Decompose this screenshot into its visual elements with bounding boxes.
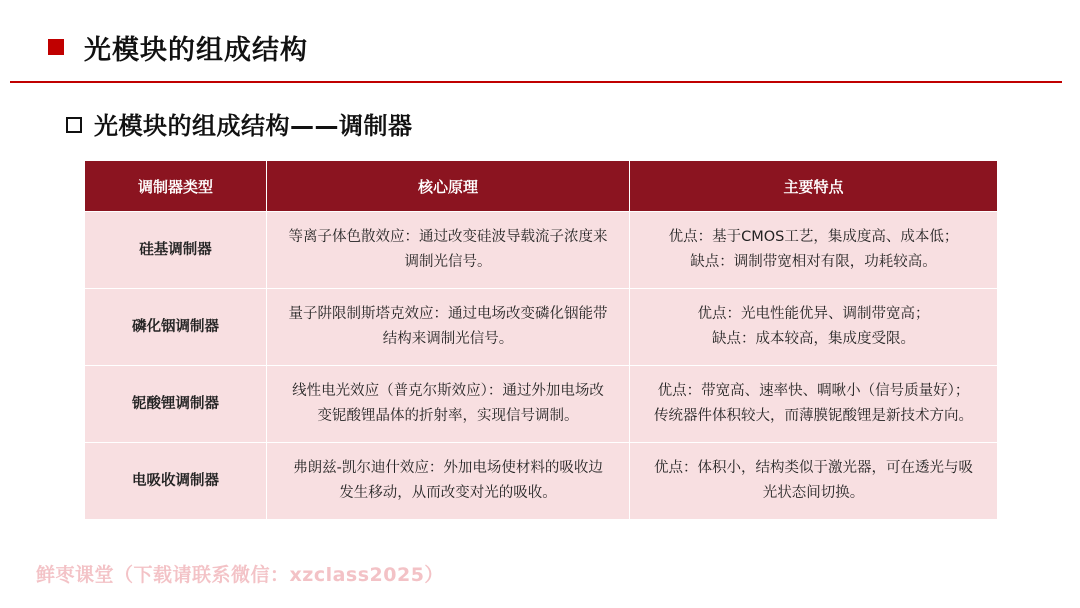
principle-cell [267,366,630,443]
modulator-table [84,160,998,520]
feature-cell [630,443,998,520]
principle-line: 结构来调制光信号。 [382,331,514,347]
title-marker [48,39,64,55]
principle-line: 量子阱限制斯塔克效应：通过电场改变磷化铟能带 [288,306,608,322]
principle-line: 调制光信号。 [404,254,492,270]
feature-line: 优点：光电性能优异、调制带宽高； [697,306,930,322]
feature-line: 缺点：调制带宽相对有限，功耗较高。 [690,254,937,270]
feature-line: 优点：基于CMOS工艺，集成度高、成本低； [668,229,959,245]
title-divider [10,81,1062,83]
table-row [85,366,998,443]
type-cell: 磷化铟调制器 [85,289,267,366]
table-header-row [85,161,998,212]
feature-cell [630,289,998,366]
subtitle-bullet [66,117,82,133]
type-cell: 硅基调制器 [85,212,267,289]
principle-cell [267,443,630,520]
principle-line: 线性电光效应（普克尔斯效应）：通过外加电场改 [292,383,604,399]
feature-line: 优点：体积小，结构类似于激光器，可在透光与吸 [654,460,973,476]
feature-line: 光状态间切换。 [762,485,865,501]
principle-line: 等离子体色散效应：通过改变硅波导载流子浓度来 [288,229,608,245]
feature-line: 传统器件体积较大，而薄膜铌酸锂是新技术方向。 [654,408,973,424]
table-row [85,289,998,366]
feature-line: 优点：带宽高、速率快、啁啾小（信号质量好）； [657,383,970,399]
principle-line: 发生移动，从而改变对光的吸收。 [339,485,557,501]
table-row [85,212,998,289]
principle-line: 弗朗兹-凯尔迪什效应：外加电场使材料的吸收边 [293,460,603,476]
slide-subtitle: 光模块的组成结构——调制器 [94,112,413,140]
watermark-text: 鲜枣课堂（下载请联系微信：xzclass2025） [36,564,444,586]
type-cell: 电吸收调制器 [85,443,267,520]
header-features: 主要特点 [630,161,998,212]
header-type: 调制器类型 [85,161,267,212]
principle-line: 变铌酸锂晶体的折射率，实现信号调制。 [317,408,579,424]
principle-cell [267,289,630,366]
principle-cell [267,212,630,289]
feature-cell [630,212,998,289]
feature-cell [630,366,998,443]
header-principle: 核心原理 [267,161,630,212]
table-row [85,443,998,520]
type-cell: 铌酸锂调制器 [85,366,267,443]
feature-line: 缺点：成本较高，集成度受限。 [712,331,915,347]
slide-title: 光模块的组成结构 [84,35,308,66]
